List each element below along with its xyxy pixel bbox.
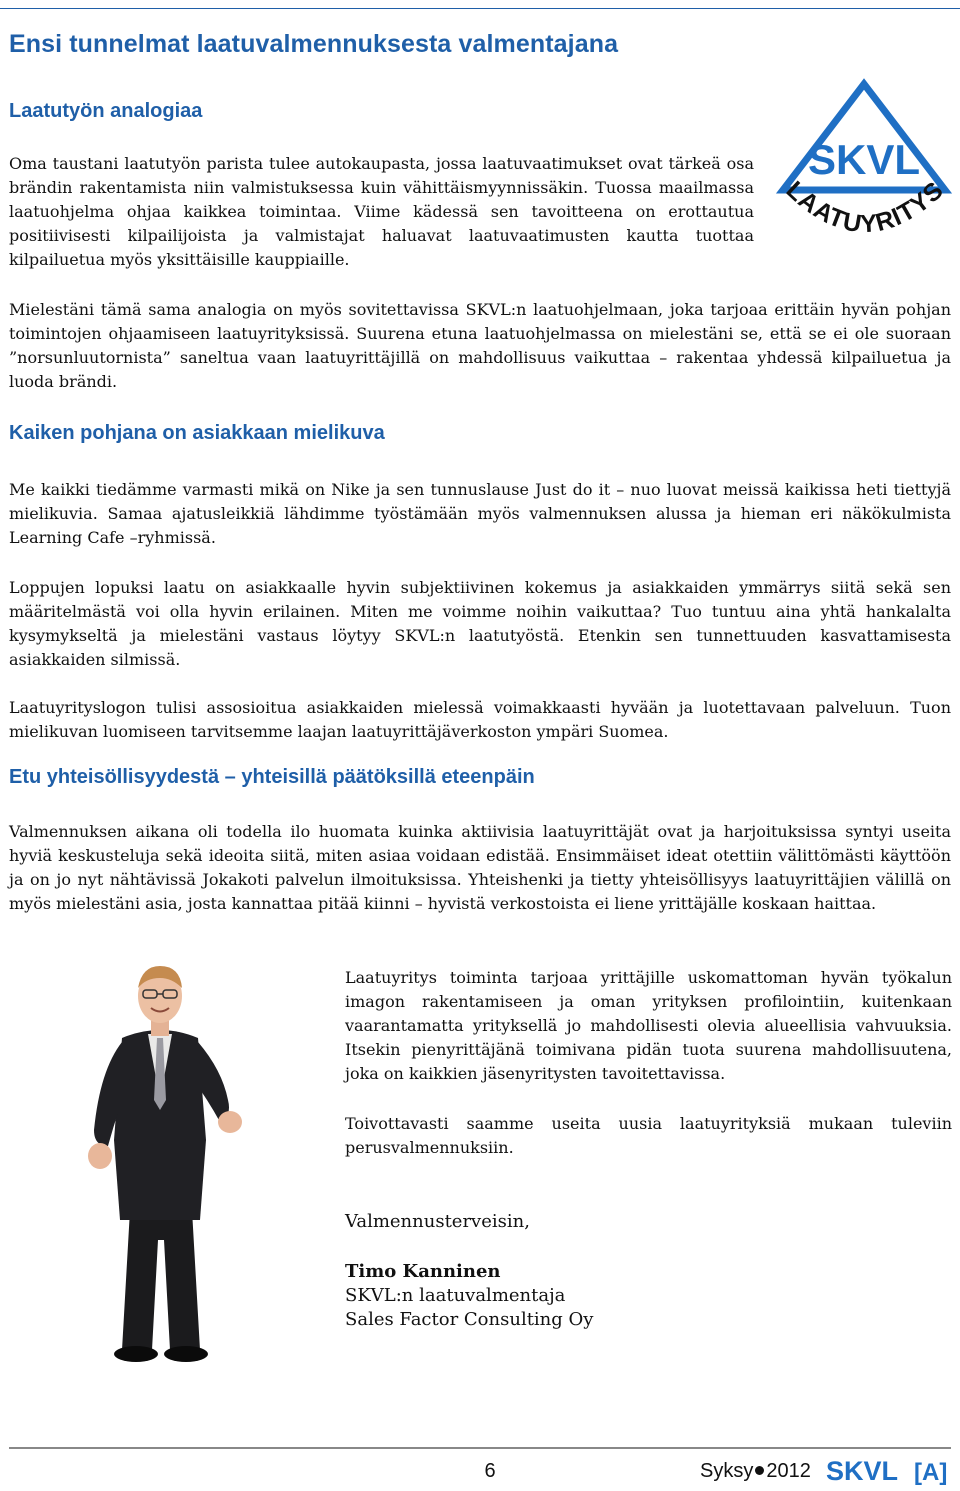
issue-season: Syksy <box>700 1460 754 1482</box>
page-number: 6 <box>484 1460 496 1482</box>
logo-brand-text: SKVL <box>807 136 921 183</box>
paragraph-customer-image-1: Me kaikki tiedämme varmasti mikä on Nike ja sen tunnuslause Just do it – nuo luovat meissä kaikissa heti tiettyjä mielikuvia. Samaa ajatusleikkiä lähdimme työstämään myös valmennuksen alussa ja hieman eri näkökulmista Learning Cafe –ryhmissä. <box>9 480 951 547</box>
footer-logo-mark: [A] <box>914 1459 948 1485</box>
section-heading-community: Etu yhteisöllisyydestä – yhteisillä päätöksillä eteenpäin <box>9 766 535 788</box>
paragraph-community-3: Toivottavasti saamme useita uusia laatuyrityksiä mukaan tuleviin perusvalmennuksiin. <box>345 1114 952 1157</box>
skvl-laatuyritys-logo <box>775 78 953 260</box>
bullet-dot <box>755 1466 764 1475</box>
issue-year: 2012 <box>766 1460 811 1482</box>
logo-arc-text: LAATUYRITYS <box>780 175 950 239</box>
trainer-photo <box>60 950 260 1370</box>
paragraph-customer-image-2: Loppujen lopuksi laatu on asiakkaalle hyvin subjektiivinen kokemus ja asiakkaiden ymmärrys siitä sekä sen määritelmästä voi olla hyvin erilainen. Miten me voimme noihin vaikuttaa? Tuo tuntuu aina yhtä hankalalta kysymykseltä ja mielestäni vastaus löytyy SKVL:n laatutyöstä. Etenkin sen tunnettuuden kasvattamisesta asiakkaiden silmissä. <box>9 578 951 669</box>
paragraph-analogy-2: Mielestäni tämä sama analogia on myös sovitettavissa SKVL:n laatuohjelmaan, joka tarjoaa erittäin hyvän pohjan toimintojen ohjaamiseen laatuyrityksissä. Suurena etuna laatuohjelmassa on mielestäni se, että se ei ole suoraan ”norsunluutornista” saneltua vaan laatuyrittäjillä on mahdollisuus vaikuttaa – rakentaa yhdessä kilpailuetua ja luoda brändi. <box>9 300 951 391</box>
paragraph-customer-image-3: Laatuyrityslogon tulisi assosioitua asiakkaiden mielessä voimakkaasti hyvään ja luotettavaan palveluun. Tuon mielikuvan luomiseen tarvitsemme laajan laatuyrittäjäverkoston ympäri Suomea. <box>9 698 951 741</box>
paragraph-community-2: Laatuyritys toiminta tarjoaa yrittäjille uskomattoman hyvän työkalun imagon rakentamiseen ja oman yrityksen profilointiin, kuitenkaan vaarantamatta yrityksellä jo mahdollisesti olevia alueellisia vahvuuksia. Itsekin pienyrittäjänä toimivana pidän tuota suurena mahdollisuutena, joka on kaikkien jäsenyritysten tavoitettavissa. <box>345 968 952 1083</box>
signature-name: Timo Kanninen <box>345 1261 501 1282</box>
article-title: Ensi tunnelmat laatuvalmennuksesta valmentajana <box>9 30 619 58</box>
signature-company: Sales Factor Consulting Oy <box>345 1309 594 1330</box>
signature-role: SKVL:n laatuvalmentaja <box>345 1285 566 1306</box>
paragraph-community-1: Valmennuksen aikana oli todella ilo huomata kuinka aktiivisia laatuyrittäjät ovat ja harjoituksissa syntyi useita hyviä keskusteluja sekä ideoita siitä, miten asiaa voidaan edistää. Ensimmäiset ideat otettiin välittömästi käyttöön ja on jo nyt nähtävissä Jokakoti palvelun ilmoituksissa. Yhteishenki ja tietty yhteisöllisyys laatuyrittäjien välillä on myös mielestäni asia, josta kannattaa pitää kiinni – hyvistä verkostoista ei liene yrittäjälle koskaan haittaa. <box>9 822 951 913</box>
paragraph-analogy-1: Oma taustani laatutyön parista tulee autokaupasta, jossa laatuvaatimukset ovat tärkeä osa brändin rakentamista niin valmistuksessa kuin vähittäismyynnissäkin. Tuossa maailmassa laatuohjelma ohjaa kaikkea toimintaa. Viime kädessä sen tavoitteena on erottautua positiivisesti kilpailijoista ja valmistajat haluavat laatuvaatimusten kautta tuottaa kilpailuetua myös yksittäisille kauppiaille. <box>9 154 754 269</box>
issue-label <box>700 1460 811 1483</box>
section-heading-customer-image: Kaiken pohjana on asiakkaan mielikuva <box>9 422 385 444</box>
signature-greeting: Valmennusterveisin, <box>345 1211 530 1232</box>
footer-logo-text: SKVL <box>826 1456 899 1485</box>
top-rule <box>0 8 960 9</box>
footer-skvl-logo <box>826 1455 956 1485</box>
section-heading-analogy: Laatutyön analogiaa <box>9 100 203 122</box>
footer-rule <box>9 1447 951 1449</box>
